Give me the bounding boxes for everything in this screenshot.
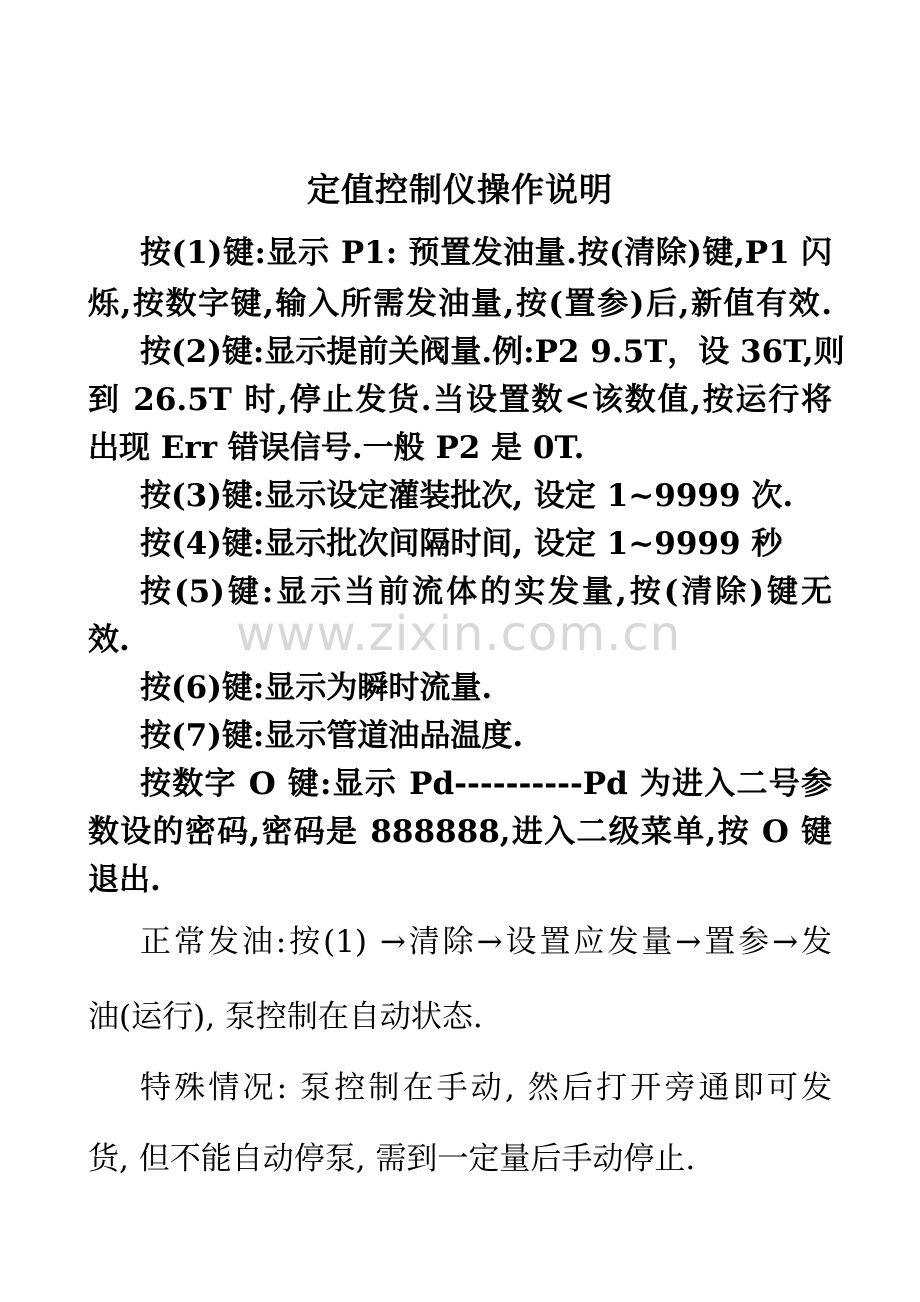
- paragraph-line: 数设的密码,密码是 888888,进入二级菜单,按 O 键: [88, 814, 832, 850]
- paragraph-line: 特殊情况: 泵控制在手动, 然后打开旁通即可发: [140, 1070, 832, 1106]
- paragraph-line: 烁,按数字键,输入所需发油量,按(置参)后,新值有效.: [88, 286, 832, 322]
- page-title: 定值控制仪操作说明: [307, 170, 613, 209]
- paragraph-line: 按(3)键:显示设定灌装批次, 设定 1~9999 次.: [140, 478, 794, 514]
- paragraph-line: 按(5)键:显示当前流体的实发量,按(清除)键无: [140, 574, 832, 610]
- paragraph-line: 油(运行), 泵控制在自动状态.: [88, 999, 483, 1035]
- paragraph-line: 到 26.5T 时,停止发货.当设置数<该数值,按运行将: [88, 382, 832, 418]
- paragraph-line: 退出.: [88, 862, 161, 898]
- paragraph-line: 按(4)键:显示批次间隔时间, 设定 1~9999 秒: [140, 526, 783, 562]
- paragraph-line: 货, 但不能自动停泵, 需到一定量后手动停止.: [88, 1141, 696, 1177]
- paragraph-line: 出现 Err 错误信号.一般 P2 是 0T.: [88, 430, 585, 466]
- paragraph-line: 按(1)键:显示 P1: 预置发油量.按(清除)键,P1 闪: [140, 235, 832, 271]
- paragraph-line: 效.: [88, 622, 130, 658]
- paragraph-line: 按数字 O 键:显示 Pd----------Pd 为进入二号参: [140, 766, 832, 802]
- paragraph-line: 按(7)键:显示管道油品温度.: [140, 718, 524, 754]
- paragraph-line: 按(2)键:显示提前关阀量.例:P2 9.5T，设 36T,则: [140, 334, 845, 370]
- paragraph-line: 正常发油:按(1) →清除→设置应发量→置参→发: [140, 924, 832, 960]
- paragraph-line: 按(6)键:显示为瞬时流量.: [140, 670, 493, 706]
- watermark: www.zixin.com.cn: [236, 606, 682, 662]
